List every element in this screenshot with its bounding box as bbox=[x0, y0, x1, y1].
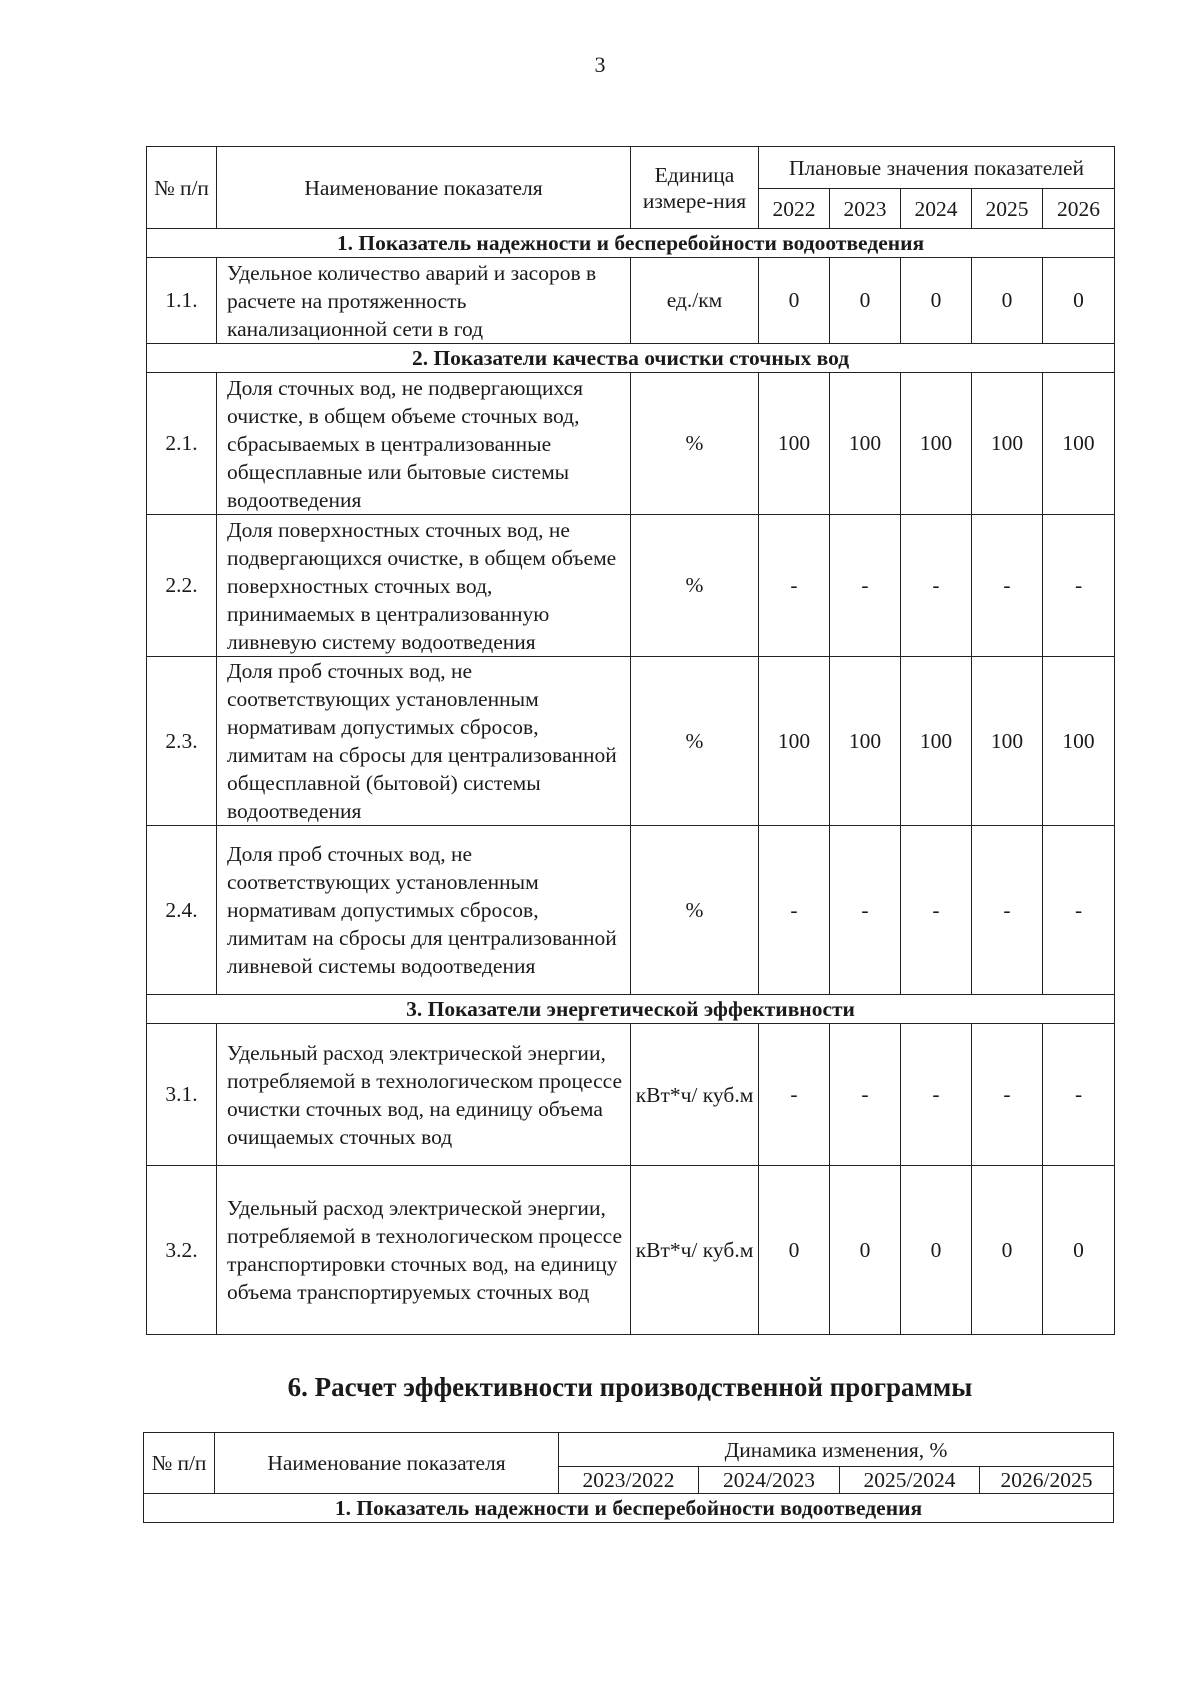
row-value: 100 bbox=[901, 657, 972, 826]
row-unit: % bbox=[631, 515, 759, 657]
row-value: 0 bbox=[759, 1166, 830, 1335]
table-row bbox=[147, 373, 1115, 515]
row-value: 0 bbox=[901, 1166, 972, 1335]
header-year: 2026 bbox=[1043, 189, 1115, 229]
row-value: 0 bbox=[972, 1166, 1043, 1335]
row-value: - bbox=[901, 515, 972, 657]
row-unit: % bbox=[631, 657, 759, 826]
row-name: Доля проб сточных вод, не соответствующих установленным нормативам допустимых сбросов, лимитам на сбросы для централизованной ливневой системы водоотведения bbox=[217, 826, 631, 995]
row-unit: кВт*ч/ куб.м bbox=[631, 1166, 759, 1335]
row-value: - bbox=[1043, 1024, 1115, 1166]
table-row bbox=[147, 1024, 1115, 1166]
row-num: 3.1. bbox=[147, 1024, 217, 1166]
section-title: 2. Показатели качества очистки сточных вод bbox=[147, 344, 1115, 373]
row-value: 100 bbox=[1043, 373, 1115, 515]
row-num: 2.2. bbox=[147, 515, 217, 657]
row-unit: ед./км bbox=[631, 258, 759, 344]
row-num: 2.3. bbox=[147, 657, 217, 826]
row-value: - bbox=[972, 826, 1043, 995]
row-value: - bbox=[830, 515, 901, 657]
row-unit: кВт*ч/ куб.м bbox=[631, 1024, 759, 1166]
row-value: 100 bbox=[901, 373, 972, 515]
row-num: 3.2. bbox=[147, 1166, 217, 1335]
row-value: - bbox=[759, 515, 830, 657]
row-name: Доля сточных вод, не подвергающихся очистке, в общем объеме сточных вод, сбрасываемых в централизованные общесплавные или бытовые системы водоотведения bbox=[217, 373, 631, 515]
table-row bbox=[147, 657, 1115, 826]
header-period: 2024/2023 bbox=[699, 1467, 840, 1494]
row-value: 100 bbox=[759, 657, 830, 826]
row-value: - bbox=[759, 826, 830, 995]
row-value: - bbox=[901, 1024, 972, 1166]
row-value: - bbox=[1043, 515, 1115, 657]
row-num: 2.4. bbox=[147, 826, 217, 995]
header-name: Наименование показателя bbox=[215, 1433, 559, 1494]
row-value: 0 bbox=[1043, 258, 1115, 344]
header-period: 2025/2024 bbox=[840, 1467, 980, 1494]
section-title: 1. Показатель надежности и бесперебойности водоотведения bbox=[144, 1494, 1114, 1523]
table-row bbox=[147, 1166, 1115, 1335]
header-num: № п/п bbox=[144, 1433, 215, 1494]
row-num: 2.1. bbox=[147, 373, 217, 515]
header-plan-values: Плановые значения показателей bbox=[759, 147, 1115, 189]
row-value: - bbox=[830, 826, 901, 995]
row-unit: % bbox=[631, 826, 759, 995]
row-value: 0 bbox=[830, 1166, 901, 1335]
row-value: - bbox=[972, 1024, 1043, 1166]
row-value: - bbox=[759, 1024, 830, 1166]
header-year: 2023 bbox=[830, 189, 901, 229]
table-row bbox=[147, 826, 1115, 995]
header-year: 2025 bbox=[972, 189, 1043, 229]
header-unit: Единица измере-ния bbox=[631, 147, 759, 229]
row-name: Доля поверхностных сточных вод, не подвергающихся очистке, в общем объеме поверхностных сточных вод, принимаемых в централизованную ливневую систему водоотведения bbox=[217, 515, 631, 657]
table-row bbox=[147, 515, 1115, 657]
header-period: 2026/2025 bbox=[980, 1467, 1114, 1494]
row-value: 0 bbox=[972, 258, 1043, 344]
header-dynamics: Динамика изменения, % bbox=[559, 1433, 1114, 1467]
row-value: 0 bbox=[901, 258, 972, 344]
row-value: - bbox=[901, 826, 972, 995]
section-heading: 6. Расчет эффективности производственной программы bbox=[287, 1372, 973, 1402]
row-value: - bbox=[830, 1024, 901, 1166]
row-name: Удельное количество аварий и засоров в расчете на протяженность канализационной сети в год bbox=[217, 258, 631, 344]
row-value: 100 bbox=[1043, 657, 1115, 826]
row-name: Доля проб сточных вод, не соответствующих установленным нормативам допустимых сбросов, лимитам на сбросы для централизованной общесплавной (бытовой) системы водоотведения bbox=[217, 657, 631, 826]
table-row bbox=[147, 258, 1115, 344]
row-name: Удельный расход электрической энергии, потребляемой в технологическом процессе очистки сточных вод, на единицу объема очищаемых сточных вод bbox=[217, 1024, 631, 1166]
row-value: 0 bbox=[830, 258, 901, 344]
row-value: - bbox=[972, 515, 1043, 657]
row-value: 0 bbox=[759, 258, 830, 344]
row-value: 100 bbox=[830, 373, 901, 515]
header-year: 2022 bbox=[759, 189, 830, 229]
row-value: 100 bbox=[972, 657, 1043, 826]
row-value: 0 bbox=[1043, 1166, 1115, 1335]
efficiency-table bbox=[143, 1432, 1114, 1523]
indicators-table bbox=[146, 146, 1115, 1335]
page-number: 3 bbox=[594, 52, 606, 77]
row-num: 1.1. bbox=[147, 258, 217, 344]
header-name: Наименование показателя bbox=[217, 147, 631, 229]
header-period: 2023/2022 bbox=[559, 1467, 699, 1494]
section-title: 1. Показатель надежности и бесперебойности водоотведения bbox=[147, 229, 1115, 258]
row-value: - bbox=[1043, 826, 1115, 995]
row-value: 100 bbox=[759, 373, 830, 515]
row-value: 100 bbox=[830, 657, 901, 826]
row-unit: % bbox=[631, 373, 759, 515]
row-name: Удельный расход электрической энергии, потребляемой в технологическом процессе транспортировки сточных вод, на единицу объема транспортируемых сточных вод bbox=[217, 1166, 631, 1335]
header-num: № п/п bbox=[147, 147, 217, 229]
row-value: 100 bbox=[972, 373, 1043, 515]
section-title: 3. Показатели энергетической эффективности bbox=[147, 995, 1115, 1024]
header-year: 2024 bbox=[901, 189, 972, 229]
